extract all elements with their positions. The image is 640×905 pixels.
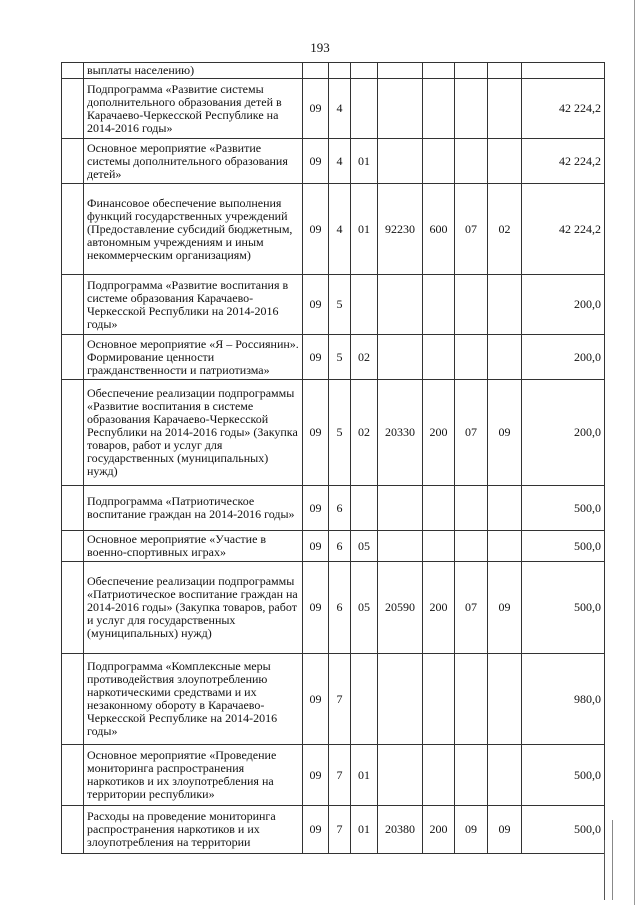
- col-expense-type: [423, 275, 455, 335]
- col-section: 09: [455, 806, 488, 854]
- col-amount: 200,0: [522, 380, 605, 486]
- col-subsection: [488, 654, 522, 745]
- row-name: Обеспечение реализации подпрограммы «Патриотическое воспитание граждан на 2014-2016 годы» (Закупка товаров, работ и услуг для государственных (муниципальных) нужд): [84, 562, 303, 654]
- col-direction: 20590: [378, 562, 423, 654]
- row-name: Финансовое обеспечение выполнения функций государственных учреждений (Предоставление субсидий бюджетным, автономным учреждениям и иным некоммерческим организациям): [84, 184, 303, 275]
- col-program: 5: [329, 380, 351, 486]
- col-amount: 500,0: [522, 806, 605, 854]
- col-section: [455, 486, 488, 531]
- col-section: [455, 275, 488, 335]
- col-subsection: [488, 335, 522, 380]
- col-direction: [378, 486, 423, 531]
- col-section: 07: [455, 380, 488, 486]
- col-activity: 05: [351, 562, 378, 654]
- col-program: 7: [329, 654, 351, 745]
- col-amount: 200,0: [522, 275, 605, 335]
- col-expense-type: [423, 654, 455, 745]
- col-amount: 200,0: [522, 335, 605, 380]
- col-ministry: 09: [303, 654, 329, 745]
- col-activity: [351, 654, 378, 745]
- col-subsection: [488, 79, 522, 139]
- col-subsection: 09: [488, 562, 522, 654]
- table-row: [62, 63, 605, 79]
- row-name: Основное мероприятие «Я – Россиянин». Формирование ценности гражданственности и патриотизма»: [84, 335, 303, 380]
- col-amount: 42 224,2: [522, 139, 605, 184]
- col-activity: 01: [351, 184, 378, 275]
- col-program: 5: [329, 275, 351, 335]
- col-activity: 05: [351, 531, 378, 562]
- row-name: Подпрограмма «Патриотическое воспитание граждан на 2014-2016 годы»: [84, 486, 303, 531]
- col-ministry: 09: [303, 806, 329, 854]
- col-subsection: 09: [488, 380, 522, 486]
- col-activity: 02: [351, 380, 378, 486]
- col-subsection: [488, 139, 522, 184]
- table-row: [62, 562, 605, 654]
- col-expense-type: [423, 745, 455, 806]
- col-direction: [378, 335, 423, 380]
- col-section: [455, 745, 488, 806]
- table-row: [62, 486, 605, 531]
- col-expense-type: 200: [423, 806, 455, 854]
- col-ministry: 09: [303, 139, 329, 184]
- col-ministry: 09: [303, 745, 329, 806]
- col-ministry: 09: [303, 184, 329, 275]
- col-direction: 20380: [378, 806, 423, 854]
- col-direction: [378, 139, 423, 184]
- col-subsection: 09: [488, 806, 522, 854]
- row-name: Подпрограмма «Развитие воспитания в системе образования Карачаево-Черкесской Республики на 2014-2016 годы»: [84, 275, 303, 335]
- col-subsection: 02: [488, 184, 522, 275]
- col-direction: [378, 79, 423, 139]
- col-program: 7: [329, 806, 351, 854]
- col-amount: 42 224,2: [522, 184, 605, 275]
- col-section: [455, 139, 488, 184]
- table-row: [62, 745, 605, 806]
- scan-artifact: [612, 820, 613, 900]
- col-program: 4: [329, 139, 351, 184]
- col-activity: [351, 275, 378, 335]
- col-activity: 01: [351, 139, 378, 184]
- col-program: 6: [329, 531, 351, 562]
- row-name: Расходы на проведение мониторинга распространения наркотиков и их злоупотребления на территории: [84, 806, 303, 854]
- col-ministry: 09: [303, 380, 329, 486]
- col-expense-type: 200: [423, 562, 455, 654]
- col-program: 4: [329, 79, 351, 139]
- col-expense-type: [423, 531, 455, 562]
- scan-artifact: [634, 0, 635, 905]
- row-name: Подпрограмма «Развитие системы дополнительного образования детей в Карачаево-Черкесской Республике на 2014-2016 годы»: [84, 79, 303, 139]
- col-expense-type: [423, 63, 455, 79]
- col-direction: 92230: [378, 184, 423, 275]
- table-row: [62, 380, 605, 486]
- col-expense-type: [423, 79, 455, 139]
- col-program: 7: [329, 745, 351, 806]
- col-section: [455, 79, 488, 139]
- col-activity: 01: [351, 745, 378, 806]
- col-direction: [378, 275, 423, 335]
- table-row: [62, 531, 605, 562]
- col-section: 07: [455, 562, 488, 654]
- col-direction: [378, 63, 423, 79]
- col-program: 4: [329, 184, 351, 275]
- table-row: [62, 79, 605, 139]
- col-expense-type: 600: [423, 184, 455, 275]
- col-ministry: 09: [303, 562, 329, 654]
- col-subsection: [488, 531, 522, 562]
- table-row: [62, 335, 605, 380]
- col-direction: [378, 654, 423, 745]
- table-row: [62, 184, 605, 275]
- budget-table: [61, 62, 605, 854]
- col-activity: [351, 79, 378, 139]
- col-ministry: 09: [303, 275, 329, 335]
- col-subsection: [488, 486, 522, 531]
- col-subsection: [488, 745, 522, 806]
- col-subsection: [488, 63, 522, 79]
- col-direction: 20330: [378, 380, 423, 486]
- row-name: Основное мероприятие «Развитие системы дополнительного образования детей»: [84, 139, 303, 184]
- col-activity: 01: [351, 806, 378, 854]
- col-expense-type: 200: [423, 380, 455, 486]
- col-ministry: 09: [303, 486, 329, 531]
- col-section: [455, 654, 488, 745]
- col-amount: 42 224,2: [522, 79, 605, 139]
- col-amount: 980,0: [522, 654, 605, 745]
- col-amount: 500,0: [522, 745, 605, 806]
- col-ministry: 09: [303, 335, 329, 380]
- col-ministry: [303, 63, 329, 79]
- col-activity: [351, 486, 378, 531]
- col-expense-type: [423, 335, 455, 380]
- col-expense-type: [423, 139, 455, 184]
- col-amount: 500,0: [522, 531, 605, 562]
- col-section: [455, 335, 488, 380]
- row-name: Подпрограмма «Комплексные меры противодействия злоупотреблению наркотическими средствами и их незаконному обороту в Карачаево-Черкесской Республике на 2014-2016 годы»: [84, 654, 303, 745]
- col-activity: [351, 63, 378, 79]
- table-row: [62, 806, 605, 854]
- row-name: Основное мероприятие «Проведение мониторинга распространения наркотиков и их злоупотребления на территории республики»: [84, 745, 303, 806]
- col-amount: [522, 63, 605, 79]
- col-section: [455, 531, 488, 562]
- row-name: Обеспечение реализации подпрограммы «Развитие воспитания в системе образования Карачаево-Черкесской Республики на 2014-2016 годы» (Закупка товаров, работ и услуг для государственных (муниципальных) нужд): [84, 380, 303, 486]
- col-program: [329, 63, 351, 79]
- col-expense-type: [423, 486, 455, 531]
- col-program: 6: [329, 486, 351, 531]
- col-amount: 500,0: [522, 562, 605, 654]
- table-row: [62, 139, 605, 184]
- col-ministry: 09: [303, 531, 329, 562]
- col-program: 5: [329, 335, 351, 380]
- table-row: [62, 654, 605, 745]
- row-name: Основное мероприятие «Участие в военно-спортивных играх»: [84, 531, 303, 562]
- table-row: [62, 275, 605, 335]
- col-amount: 500,0: [522, 486, 605, 531]
- col-program: 6: [329, 562, 351, 654]
- col-direction: [378, 745, 423, 806]
- col-subsection: [488, 275, 522, 335]
- col-direction: [378, 531, 423, 562]
- col-ministry: 09: [303, 79, 329, 139]
- col-section: 07: [455, 184, 488, 275]
- col-activity: 02: [351, 335, 378, 380]
- scan-artifact: [604, 840, 605, 900]
- page-number: 193: [310, 40, 330, 55]
- row-name: выплаты населению): [84, 63, 303, 79]
- col-section: [455, 63, 488, 79]
